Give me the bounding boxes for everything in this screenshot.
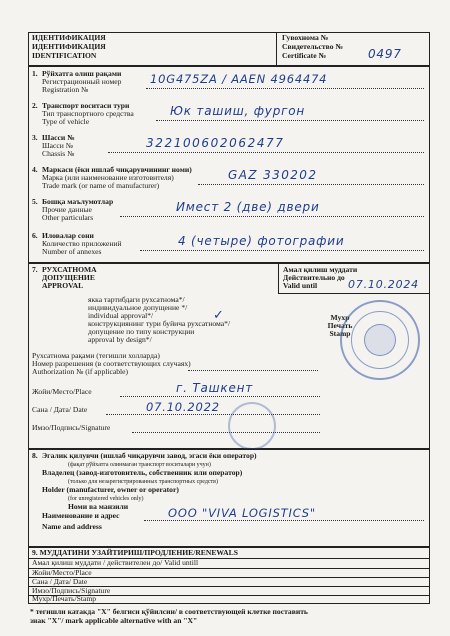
approval-option-1: якка тартибдаги рухсатнома*/: [88, 295, 185, 304]
header-left-3: IDENTIFICATION: [32, 51, 97, 60]
renewal-row-4: Имзо/Подпись/Signature: [32, 586, 111, 595]
field-3-label-en: Chassis №: [42, 149, 75, 158]
registration-number-value: 10G475ZA / AAEN 4964474: [150, 72, 328, 86]
field-1-label-en: Registration №: [42, 85, 89, 94]
other-particulars-value: Имест 2 (две) двери: [176, 200, 320, 214]
approval-option-4: конструкциянинг тури буйича рухсатнома*/: [88, 319, 231, 328]
approval-title-en: APPROVAL: [42, 281, 84, 290]
signature-label: Имзо/Подпись/Signature: [32, 423, 111, 432]
field-5-label-en: Other particulars: [42, 213, 94, 222]
holder-line-3: Владелец (завод-изготовитель, собственник или оператор): [42, 468, 243, 477]
header-right-3: Certificate №: [282, 51, 327, 60]
approval-option-5: допущение по типу конструкции: [88, 327, 195, 336]
holder-line-7: Номи ва манзили: [68, 502, 129, 511]
footnote-line-1: * тегишли катакда "X" белгиси қўйилсин/ в соответствующей клетке поставить: [30, 607, 308, 616]
certificate-sheet: [28, 32, 430, 625]
stamp-label-uz: Мухр: [330, 313, 350, 322]
field-2-num: 2.: [32, 101, 38, 110]
field-1-label-ru: Регистрационный номер: [42, 77, 122, 86]
round-seal-icon: [228, 402, 276, 450]
valid-label-uz: Амал қилиш муддати: [283, 265, 358, 274]
valid-label-en: Valid until: [283, 281, 318, 290]
renewals-title: 9. МУДДАТИНИ УЗАЙТИРИШ/ПРОДЛЕНИЕ/RENEWALS: [32, 548, 238, 557]
renewal-row-1: Амал қилиш муддати / действителен до/ Valid untill: [32, 558, 199, 567]
field-4-label-uz: Маркаси (ёки ишлаб чиқарувчининг номи): [42, 165, 192, 174]
field-6-num: 6.: [32, 231, 38, 240]
field-1-num: 1.: [32, 69, 38, 78]
holder-line-4: (только для незарегистрированных транспортных средств): [68, 479, 219, 485]
field-3-num: 3.: [32, 133, 38, 142]
approval-option-2: индивидуальное допущение */: [88, 303, 188, 312]
field-4-label-ru: Марка (или наименование изготовителя): [42, 173, 174, 182]
approval-option-3: individual approval*/: [88, 311, 154, 320]
place-value: г. Ташкент: [176, 381, 254, 395]
approval-mark: ✓: [213, 308, 225, 323]
holder-line-6: (for unregistered vehicles only): [68, 496, 144, 502]
field-4-num: 4.: [32, 165, 38, 174]
holder-num: 8.: [32, 451, 38, 460]
authorization-label-ru: Номер разрешения (в соответствующих случаях): [32, 359, 191, 368]
field-6-label-uz: Иловалар сони: [42, 231, 94, 240]
field-2-label-uz: Транспорт воситаси тури: [42, 101, 130, 110]
field-5-label-ru: Прочие данные: [42, 205, 92, 214]
holder-name-value: ООО "VIVA LOGISTICS": [168, 506, 316, 520]
date-label: Сана / Дата/ Date: [32, 405, 88, 414]
chassis-number-value: 322100602062477: [146, 136, 285, 150]
approval-option-6: approval by design*/: [88, 335, 152, 344]
field-2-label-en: Type of vehicle: [42, 117, 90, 126]
place-label: Жойи/Место/Place: [32, 387, 92, 396]
field-5-num: 5.: [32, 197, 38, 206]
field-4-label-en: Trade mark (or name of manufacturer): [42, 181, 160, 190]
stamp-label-ru: Печать: [327, 321, 353, 330]
renewal-row-2: Жойи/Место/Place: [32, 568, 92, 577]
approval-title-uz: РУХСАТНОМА: [42, 265, 97, 274]
header-right-1: Гувохнома №: [282, 33, 329, 42]
stamp-label-en: Stamp: [329, 329, 351, 338]
field-1-label-uz: Рўйхатга олиш рақами: [42, 69, 122, 78]
field-6-label-en: Number of annexes: [42, 247, 102, 256]
field-6-label-ru: Количество приложений: [42, 239, 122, 248]
trade-mark-value: GAZ 330202: [228, 168, 318, 182]
header-right-2: Свидетельство №: [282, 42, 344, 51]
valid-label-ru: Действительно до: [283, 273, 345, 282]
holder-line-8: Наименование и адрес: [42, 511, 120, 520]
valid-until-value: 07.10.2024: [348, 278, 419, 291]
date-value: 07.10.2022: [146, 400, 220, 414]
field-2-label-ru: Тип транспортного средства: [42, 109, 134, 118]
renewal-row-5: Мухр/Печать/Stamp: [32, 594, 97, 603]
vehicle-type-value: Юк ташиш, фургон: [170, 104, 306, 118]
annexes-value: 4 (четыре) фотографии: [178, 234, 345, 248]
holder-line-9: Name and address: [42, 522, 102, 531]
holder-line-5: Holder (manufacturer, owner or operator): [42, 485, 179, 494]
approval-title-ru: ДОПУЩЕНИЕ: [42, 273, 95, 282]
authorization-label-en: Authorization № (if applicable): [32, 367, 129, 376]
renewal-row-3: Сана / Дата/ Date: [32, 577, 88, 586]
approval-num: 7.: [32, 265, 38, 274]
header-divider: [276, 32, 277, 66]
field-3-label-uz: Шасси №: [42, 133, 75, 142]
holder-line-1: Эгалик қилувчи (ишлаб чиқарувчи завод, эгаси ёки оператор): [42, 451, 257, 460]
certificate-number: 0497: [368, 47, 402, 61]
holder-line-2: (фақат рўйхатга олинмаган транспорт воситалари учун): [68, 462, 211, 468]
official-stamp-icon: [340, 300, 420, 380]
footnote-line-2: знак "X"/ mark applicable alternative with an "X": [30, 616, 198, 625]
authorization-label-uz: Рухсатнома рақами (тегишли холларда): [32, 351, 160, 360]
header-left-2: ИДЕНТИФИКАЦИЯ: [32, 42, 106, 51]
field-3-label-ru: Шасси №: [42, 141, 73, 150]
field-5-label-uz: Бошқа маълумотлар: [42, 197, 114, 206]
header-left-1: ИДЕНТИФИКАЦИЯ: [32, 33, 106, 42]
